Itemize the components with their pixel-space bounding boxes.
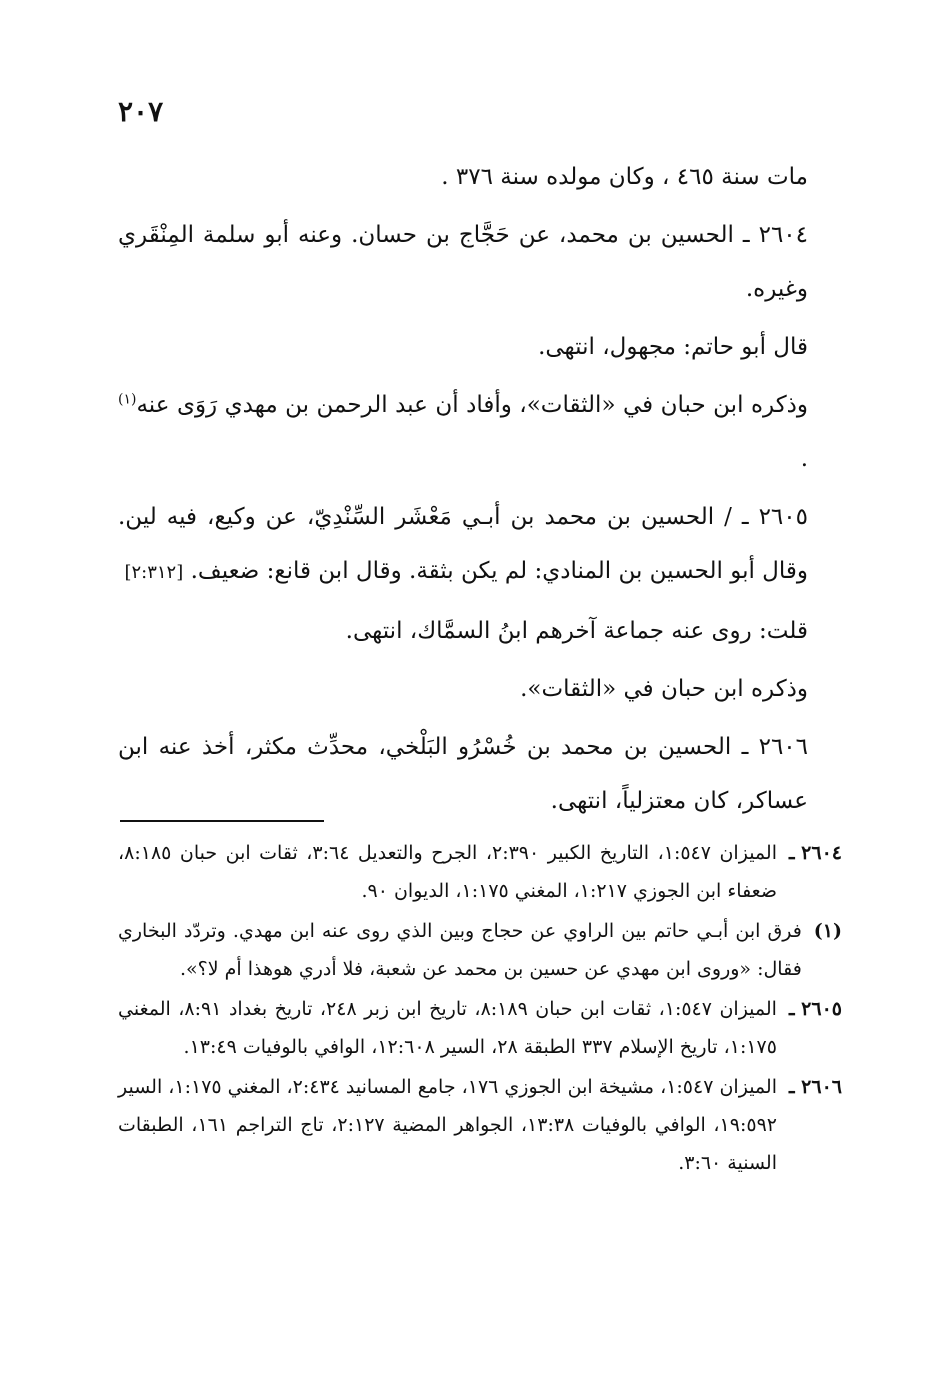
entry-2605: [118, 490, 842, 600]
paragraph: [118, 604, 842, 658]
entry-number: ٢٦٠٦ ـ: [741, 734, 809, 760]
footnote-text: الميزان ١:٥٤٧، التاريخ الكبير ٢:٣٩٠، الجرح والتعديل ٣:٦٤، ثقات ابن حبان ٨:١٨٥، ضعفاء ابن الجوزي ١:٢١٧، المغني ١:١٧٥، الديوان ٩٠.: [118, 842, 777, 902]
footnote-2604: [118, 834, 842, 910]
paragraph: [118, 320, 842, 374]
paragraph: [118, 378, 842, 486]
footnote-marker: (١): [118, 391, 137, 408]
entry-text: الحسين بن محمد بن خُسْرُو البَلْخي، محدِّث مكثر، أخذ عنه ابن عساكر، كان معتزلياً، انتهى.: [118, 734, 808, 814]
entry-text: الحسين بن محمد، عن حَجَّاج بن حسان. وعنه أبو سلمة المِنْقَري وغيره.: [118, 222, 808, 302]
paragraph-text: وذكره ابن حبان في «الثقات»، وأفاد أن عبد الرحمن بن مهدي رَوَى عنه: [136, 392, 808, 418]
footnote-label: ٢٦٠٥ ـ: [788, 998, 842, 1020]
main-text: [118, 150, 842, 832]
entry-2606: [118, 720, 842, 828]
footnote-2606: [118, 1068, 842, 1182]
page-number: ٢٠٧: [118, 95, 164, 128]
footnote-label: ٢٦٠٦ ـ: [788, 1076, 842, 1098]
footnotes: [118, 834, 842, 1184]
paragraph-end: .: [800, 446, 808, 472]
paragraph-text: قال أبو حاتم: مجهول، انتهى.: [538, 334, 808, 360]
footnote-2605: [118, 990, 842, 1066]
paragraph: [118, 662, 842, 716]
footnote-label: (١): [813, 920, 842, 942]
page-reference: [٢:٣١٢]: [124, 562, 184, 583]
footnote-text: الميزان ١:٥٤٧، ثقات ابن حبان ٨:١٨٩، تاريخ ابن زبر ٢٤٨، تاريخ بغداد ٨:٩١، المغني ١:١٧٥، تاريخ الإسلام ٣٣٧ الطبقة ٢٨، السير ١٢:٦٠٨، الوافي بالوفيات ١٣:٤٩.: [118, 998, 777, 1058]
paragraph-text: قلت: روى عنه جماعة آخرهم ابنُ السمَّاك، انتهى.: [345, 618, 808, 644]
footnote-text: الميزان ١:٥٤٧، مشيخة ابن الجوزي ١٧٦، جامع المسانيد ٢:٤٣٤، المغني ١:١٧٥، السير ١٩:٥٩٢، الوافي بالوفيات ١٣:٣٨، الجواهر المضية ٢:١٢٧، تاج التراجم ١٦١، الطبقات السنية ٣:٦٠.: [118, 1076, 777, 1174]
paragraph: [118, 150, 842, 204]
paragraph-text: مات سنة ٤٦٥ ، وكان مولده سنة ٣٧٦ .: [441, 164, 808, 190]
footnote-text: فرق ابن أبـي حاتم بين الراوي عن حجاج وبين الذي روى عنه ابن مهدي. وتردّد البخاري فقال: «وروى ابن مهدي عن حسين بن محمد عن شعبة، فلا أدري هوهذا أم لا؟».: [118, 920, 802, 980]
footnote-1: [118, 912, 842, 988]
entry-2604: [118, 208, 842, 316]
entry-number: ٢٦٠٤ ـ: [742, 222, 809, 248]
entry-number: ٢٦٠٥ ـ: [741, 504, 808, 530]
paragraph-text: وذكره ابن حبان في «الثقات».: [520, 676, 808, 702]
entry-text: / الحسين بن محمد بن أبـي مَعْشَر السِّنْدِيّ، عن وكيع، فيه لين. وقال أبو الحسين بن المنادي: لم يكن بثقة. وقال ابن قانع: ضعيف.: [118, 504, 808, 584]
footnote-label: ٢٦٠٤ ـ: [788, 842, 842, 864]
footnote-divider: [120, 820, 324, 822]
